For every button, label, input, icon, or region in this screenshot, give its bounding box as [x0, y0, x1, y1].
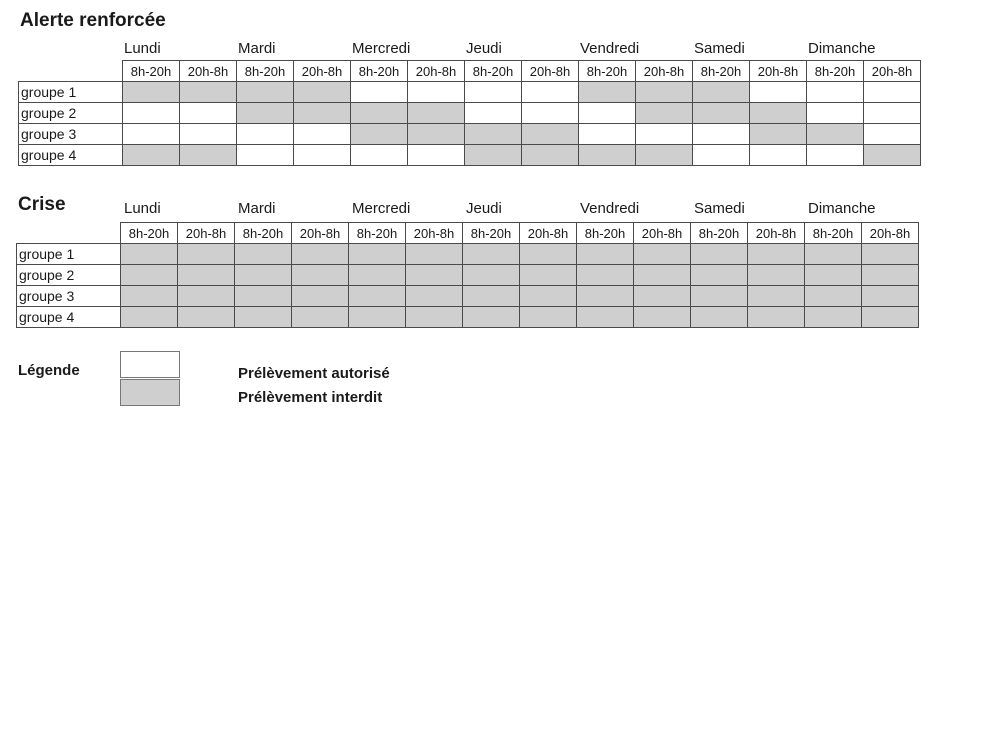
crise-slot-header: 8h-20h — [349, 223, 406, 244]
crise-cell-interdit — [862, 307, 919, 328]
crise-cell-interdit — [292, 286, 349, 307]
alerte-cell-interdit — [237, 82, 294, 103]
crise-cell-interdit — [691, 244, 748, 265]
alerte-cell-interdit — [123, 82, 180, 103]
crise-cell-interdit — [634, 265, 691, 286]
alerte-cell-interdit — [465, 145, 522, 166]
alerte-cell-interdit — [636, 103, 693, 124]
legend-label-autorise: Prélèvement autorisé — [238, 365, 390, 382]
crise-cell-interdit — [121, 244, 178, 265]
crise-day-6: Dimanche — [808, 200, 876, 217]
crise-cell-interdit — [121, 307, 178, 328]
alerte-group-label: groupe 1 — [19, 82, 123, 103]
alerte-slot-header: 8h-20h — [579, 61, 636, 82]
alerte-day-6: Dimanche — [808, 40, 876, 57]
crise-day-headers — [122, 200, 928, 220]
crise-cell-interdit — [634, 244, 691, 265]
crise-day-3: Jeudi — [466, 200, 502, 217]
crise-cell-interdit — [235, 286, 292, 307]
crise-cell-interdit — [520, 286, 577, 307]
alerte-slot-header: 8h-20h — [807, 61, 864, 82]
alerte-cell-interdit — [693, 103, 750, 124]
crise-slot-header-row — [17, 223, 919, 244]
alerte-cell-autorise — [864, 82, 921, 103]
crise-slot-header: 8h-20h — [235, 223, 292, 244]
crise-slot-header: 20h-8h — [634, 223, 691, 244]
alerte-cell-interdit — [693, 82, 750, 103]
alerte-cell-autorise — [408, 82, 465, 103]
alerte-day-headers — [122, 40, 928, 60]
alerte-cell-autorise — [351, 145, 408, 166]
crise-cell-interdit — [292, 265, 349, 286]
alerte-slot-header-row — [19, 61, 921, 82]
crise-group-row — [17, 244, 919, 265]
crise-cell-interdit — [805, 307, 862, 328]
crise-cell-interdit — [235, 265, 292, 286]
alerte-slot-header: 8h-20h — [465, 61, 522, 82]
crise-cell-interdit — [121, 286, 178, 307]
alerte-cell-autorise — [294, 124, 351, 145]
alerte-slot-header: 20h-8h — [408, 61, 465, 82]
crise-day-5: Samedi — [694, 200, 745, 217]
alerte-cell-interdit — [294, 82, 351, 103]
crise-cell-interdit — [577, 286, 634, 307]
alerte-group-label: groupe 4 — [19, 145, 123, 166]
crise-cell-interdit — [349, 307, 406, 328]
alerte-slot-header: 20h-8h — [180, 61, 237, 82]
crise-cell-interdit — [862, 286, 919, 307]
crise-corner — [17, 223, 121, 244]
alerte-cell-interdit — [180, 82, 237, 103]
crise-cell-interdit — [805, 265, 862, 286]
alerte-slot-header: 20h-8h — [522, 61, 579, 82]
alerte-cell-interdit — [522, 145, 579, 166]
alerte-slot-header: 8h-20h — [693, 61, 750, 82]
alerte-day-5: Samedi — [694, 40, 745, 57]
crise-group-row — [17, 286, 919, 307]
alerte-group-label: groupe 3 — [19, 124, 123, 145]
alerte-cell-interdit — [750, 124, 807, 145]
crise-slot-header: 20h-8h — [406, 223, 463, 244]
crise-group-label: groupe 3 — [17, 286, 121, 307]
alerte-group-row — [19, 82, 921, 103]
crise-section-title: Crise — [18, 194, 66, 215]
alerte-cell-autorise — [237, 124, 294, 145]
alerte-cell-interdit — [636, 82, 693, 103]
alerte-cell-autorise — [123, 103, 180, 124]
alerte-cell-autorise — [693, 124, 750, 145]
alerte-day-1: Mardi — [238, 40, 276, 57]
crise-day-0: Lundi — [124, 200, 161, 217]
crise-cell-interdit — [463, 307, 520, 328]
legend-label-interdit: Prélèvement interdit — [238, 389, 383, 406]
alerte-slot-header: 20h-8h — [864, 61, 921, 82]
crise-cell-interdit — [349, 286, 406, 307]
alerte-day-3: Jeudi — [466, 40, 502, 57]
crise-cell-interdit — [406, 244, 463, 265]
crise-cell-interdit — [748, 307, 805, 328]
crise-group-row — [17, 265, 919, 286]
crise-cell-interdit — [748, 286, 805, 307]
crise-cell-interdit — [463, 244, 520, 265]
crise-cell-interdit — [691, 307, 748, 328]
crise-cell-interdit — [691, 265, 748, 286]
crise-cell-interdit — [178, 307, 235, 328]
legend-swatch-interdit — [120, 379, 180, 406]
alerte-cell-autorise — [522, 82, 579, 103]
alerte-cell-autorise — [579, 124, 636, 145]
crise-schedule-table — [16, 222, 919, 328]
crise-cell-interdit — [235, 307, 292, 328]
crise-slot-header: 20h-8h — [748, 223, 805, 244]
crise-cell-interdit — [577, 265, 634, 286]
crise-cell-interdit — [292, 307, 349, 328]
alerte-cell-interdit — [123, 145, 180, 166]
alerte-cell-autorise — [693, 145, 750, 166]
alerte-slot-header: 20h-8h — [750, 61, 807, 82]
alerte-cell-interdit — [807, 124, 864, 145]
alerte-cell-autorise — [579, 103, 636, 124]
crise-day-2: Mercredi — [352, 200, 411, 217]
alerte-day-4: Vendredi — [580, 40, 640, 57]
crise-cell-interdit — [121, 265, 178, 286]
alerte-cell-interdit — [294, 103, 351, 124]
alerte-cell-interdit — [864, 145, 921, 166]
crise-slot-header: 20h-8h — [292, 223, 349, 244]
alerte-cell-autorise — [750, 82, 807, 103]
alerte-cell-interdit — [579, 82, 636, 103]
alerte-cell-autorise — [465, 103, 522, 124]
crise-slot-header: 8h-20h — [121, 223, 178, 244]
alerte-group-label: groupe 2 — [19, 103, 123, 124]
alerte-slot-header: 20h-8h — [294, 61, 351, 82]
alerte-corner — [19, 61, 123, 82]
alerte-cell-autorise — [408, 145, 465, 166]
crise-cell-interdit — [520, 265, 577, 286]
crise-slot-header: 20h-8h — [178, 223, 235, 244]
alerte-slot-header: 8h-20h — [237, 61, 294, 82]
alerte-cell-autorise — [180, 124, 237, 145]
crise-slot-header: 8h-20h — [463, 223, 520, 244]
crise-group-label: groupe 1 — [17, 244, 121, 265]
alerte-cell-interdit — [750, 103, 807, 124]
alerte-cell-autorise — [750, 145, 807, 166]
alerte-cell-interdit — [180, 145, 237, 166]
crise-cell-interdit — [406, 265, 463, 286]
crise-cell-interdit — [406, 286, 463, 307]
alerte-group-row — [19, 145, 921, 166]
crise-cell-interdit — [178, 265, 235, 286]
alerte-cell-interdit — [237, 103, 294, 124]
crise-cell-interdit — [463, 286, 520, 307]
alerte-slot-header: 20h-8h — [636, 61, 693, 82]
alerte-cell-autorise — [807, 82, 864, 103]
crise-slot-header: 20h-8h — [862, 223, 919, 244]
alerte-cell-autorise — [807, 103, 864, 124]
alerte-section-title: Alerte renforcée — [20, 10, 166, 31]
alerte-group-row — [19, 124, 921, 145]
alerte-day-0: Lundi — [124, 40, 161, 57]
crise-cell-interdit — [577, 244, 634, 265]
alerte-cell-autorise — [864, 103, 921, 124]
alerte-cell-autorise — [807, 145, 864, 166]
crise-slot-header: 8h-20h — [691, 223, 748, 244]
crise-cell-interdit — [634, 307, 691, 328]
alerte-cell-interdit — [522, 124, 579, 145]
crise-cell-interdit — [520, 244, 577, 265]
alerte-cell-interdit — [408, 124, 465, 145]
legend-title: Légende — [18, 362, 80, 379]
crise-group-row — [17, 307, 919, 328]
alerte-cell-autorise — [237, 145, 294, 166]
alerte-cell-autorise — [465, 82, 522, 103]
crise-cell-interdit — [292, 244, 349, 265]
alerte-cell-interdit — [351, 124, 408, 145]
crise-cell-interdit — [691, 286, 748, 307]
crise-cell-interdit — [862, 265, 919, 286]
crise-cell-interdit — [463, 265, 520, 286]
alerte-cell-interdit — [351, 103, 408, 124]
alerte-slot-header: 8h-20h — [351, 61, 408, 82]
alerte-cell-autorise — [294, 145, 351, 166]
crise-cell-interdit — [235, 244, 292, 265]
alerte-cell-autorise — [522, 103, 579, 124]
crise-group-label: groupe 2 — [17, 265, 121, 286]
alerte-cell-autorise — [123, 124, 180, 145]
alerte-cell-autorise — [180, 103, 237, 124]
alerte-cell-interdit — [465, 124, 522, 145]
crise-cell-interdit — [577, 307, 634, 328]
legend-swatch-autorise — [120, 351, 180, 378]
crise-cell-interdit — [805, 286, 862, 307]
crise-cell-interdit — [178, 244, 235, 265]
crise-cell-interdit — [748, 265, 805, 286]
alerte-cell-interdit — [636, 145, 693, 166]
crise-cell-interdit — [406, 307, 463, 328]
alerte-day-2: Mercredi — [352, 40, 411, 57]
crise-slot-header: 8h-20h — [805, 223, 862, 244]
crise-cell-interdit — [862, 244, 919, 265]
crise-cell-interdit — [805, 244, 862, 265]
alerte-schedule-table — [18, 60, 921, 166]
crise-cell-interdit — [349, 244, 406, 265]
crise-cell-interdit — [349, 265, 406, 286]
crise-cell-interdit — [520, 307, 577, 328]
crise-day-1: Mardi — [238, 200, 276, 217]
alerte-cell-autorise — [351, 82, 408, 103]
crise-group-label: groupe 4 — [17, 307, 121, 328]
alerte-cell-interdit — [579, 145, 636, 166]
alerte-slot-header: 8h-20h — [123, 61, 180, 82]
alerte-group-row — [19, 103, 921, 124]
crise-slot-header: 8h-20h — [577, 223, 634, 244]
crise-cell-interdit — [748, 244, 805, 265]
alerte-cell-interdit — [408, 103, 465, 124]
alerte-cell-autorise — [636, 124, 693, 145]
crise-cell-interdit — [178, 286, 235, 307]
alerte-cell-autorise — [864, 124, 921, 145]
crise-day-4: Vendredi — [580, 200, 640, 217]
crise-cell-interdit — [634, 286, 691, 307]
crise-slot-header: 20h-8h — [520, 223, 577, 244]
